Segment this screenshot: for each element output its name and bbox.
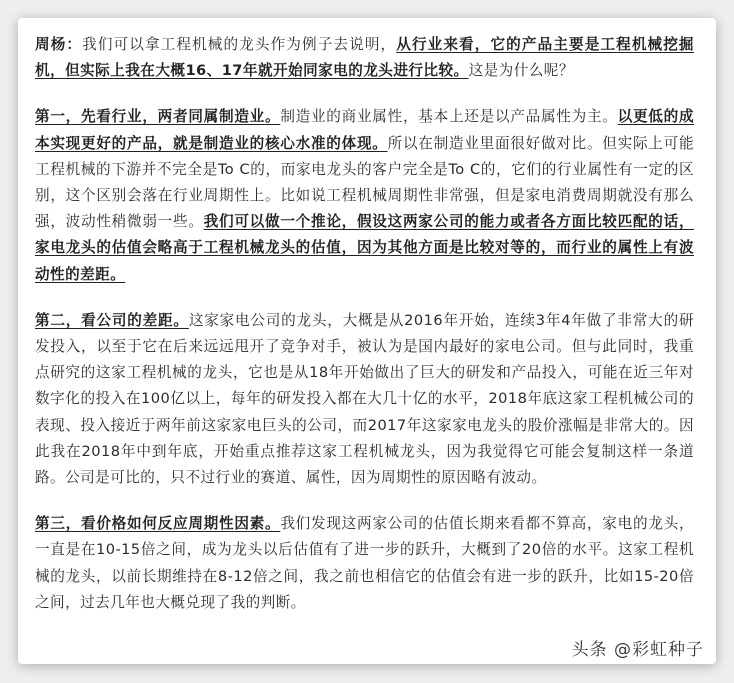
point-heading: 第三，看价格如何反应周期性因素。 bbox=[35, 515, 281, 533]
paragraph-point-1 bbox=[35, 104, 694, 287]
paragraph-point-3 bbox=[35, 511, 694, 616]
speaker-label: 周杨： bbox=[35, 36, 83, 53]
article-card bbox=[18, 18, 716, 664]
text-segment: 制造业的商业属性，基本上还是以产品属性为主。 bbox=[280, 108, 618, 126]
text-segment: 我们可以拿工程机械的龙头作为例子去说明， bbox=[82, 36, 397, 53]
point-heading: 第二，看公司的差距。 bbox=[35, 311, 189, 329]
text-segment: 我们发现这两家公司的估值长期来看都不算高，家电的龙头，一直是在10-15倍之间，成为龙头以后估值有了进一步的跃升，大概到了20倍的水平。这家工程机械的龙头，以前长期维持在8-12倍之间，我之前也相信它的估值会有进一步的跃升，比如15-20倍之间，过去几年也大概兑现了我的判断。 bbox=[35, 515, 695, 611]
text-segment: 这家家电公司的龙头，大概是从2016年开始，连续3年4年做了非常大的研发投入，以至于它在后来远远甩开了竞争对手，被认为是国内最好的家电公司。但与此同时，我重点研究的这家工程机械的龙头，它也是从18年开始做出了巨大的研发和产品投入，可能在近三年对数字化的投入在100亿以上，每年的研发投入都在大几十亿的水平，2018年底这家工程机械公司的表现、投入接近于两年前这家家电巨头的公司，而2017年这家家电龙头的股价涨幅是非常大的。因此我在2018年中到年底，开始重点推荐这家工程机械龙头，因为我觉得它可能会复制这样一条道路。公司是可比的，只不过行业的赛道、属性，因为周期性的原因略有波动。 bbox=[35, 311, 694, 487]
paragraph-intro bbox=[35, 32, 694, 84]
emphasis-segment: 我们可以做一个推论，假设这两家公司的能力或者各方面比较匹配的话，家电龙头的估值会略高于工程机械龙头的估值，因为其他方面是比较对等的，而行业的属性上有波动性的差距。 bbox=[35, 213, 694, 283]
emphasis-segment: 以更低的成本实现更好的产品，就是制造业的核心水准的体现。 bbox=[35, 108, 694, 152]
emphasis-segment: 从行业来看，它的产品主要是工程机械挖掘机，但实际上我在大概16、17年就开始同家电的龙头进行比较。 bbox=[35, 36, 694, 80]
watermark: 头条 @彩虹种子 bbox=[571, 640, 704, 660]
paragraph-point-2 bbox=[35, 308, 694, 491]
point-heading: 第一，先看行业，两者同属制造业。 bbox=[35, 108, 281, 126]
text-segment: 这是为什么呢？ bbox=[468, 62, 574, 80]
text-segment: 所以在制造业里面很好做对比。但实际上可能工程机械的下游并不完全是To C的，而家电龙头的客户完全是To C的，它们的行业属性有一定的区别，这个区别会落在行业周期性上。比如说工程机械周期性非常强，但是家电消费周期就没有那么强，波动性稍微弱一些。 bbox=[35, 134, 694, 231]
